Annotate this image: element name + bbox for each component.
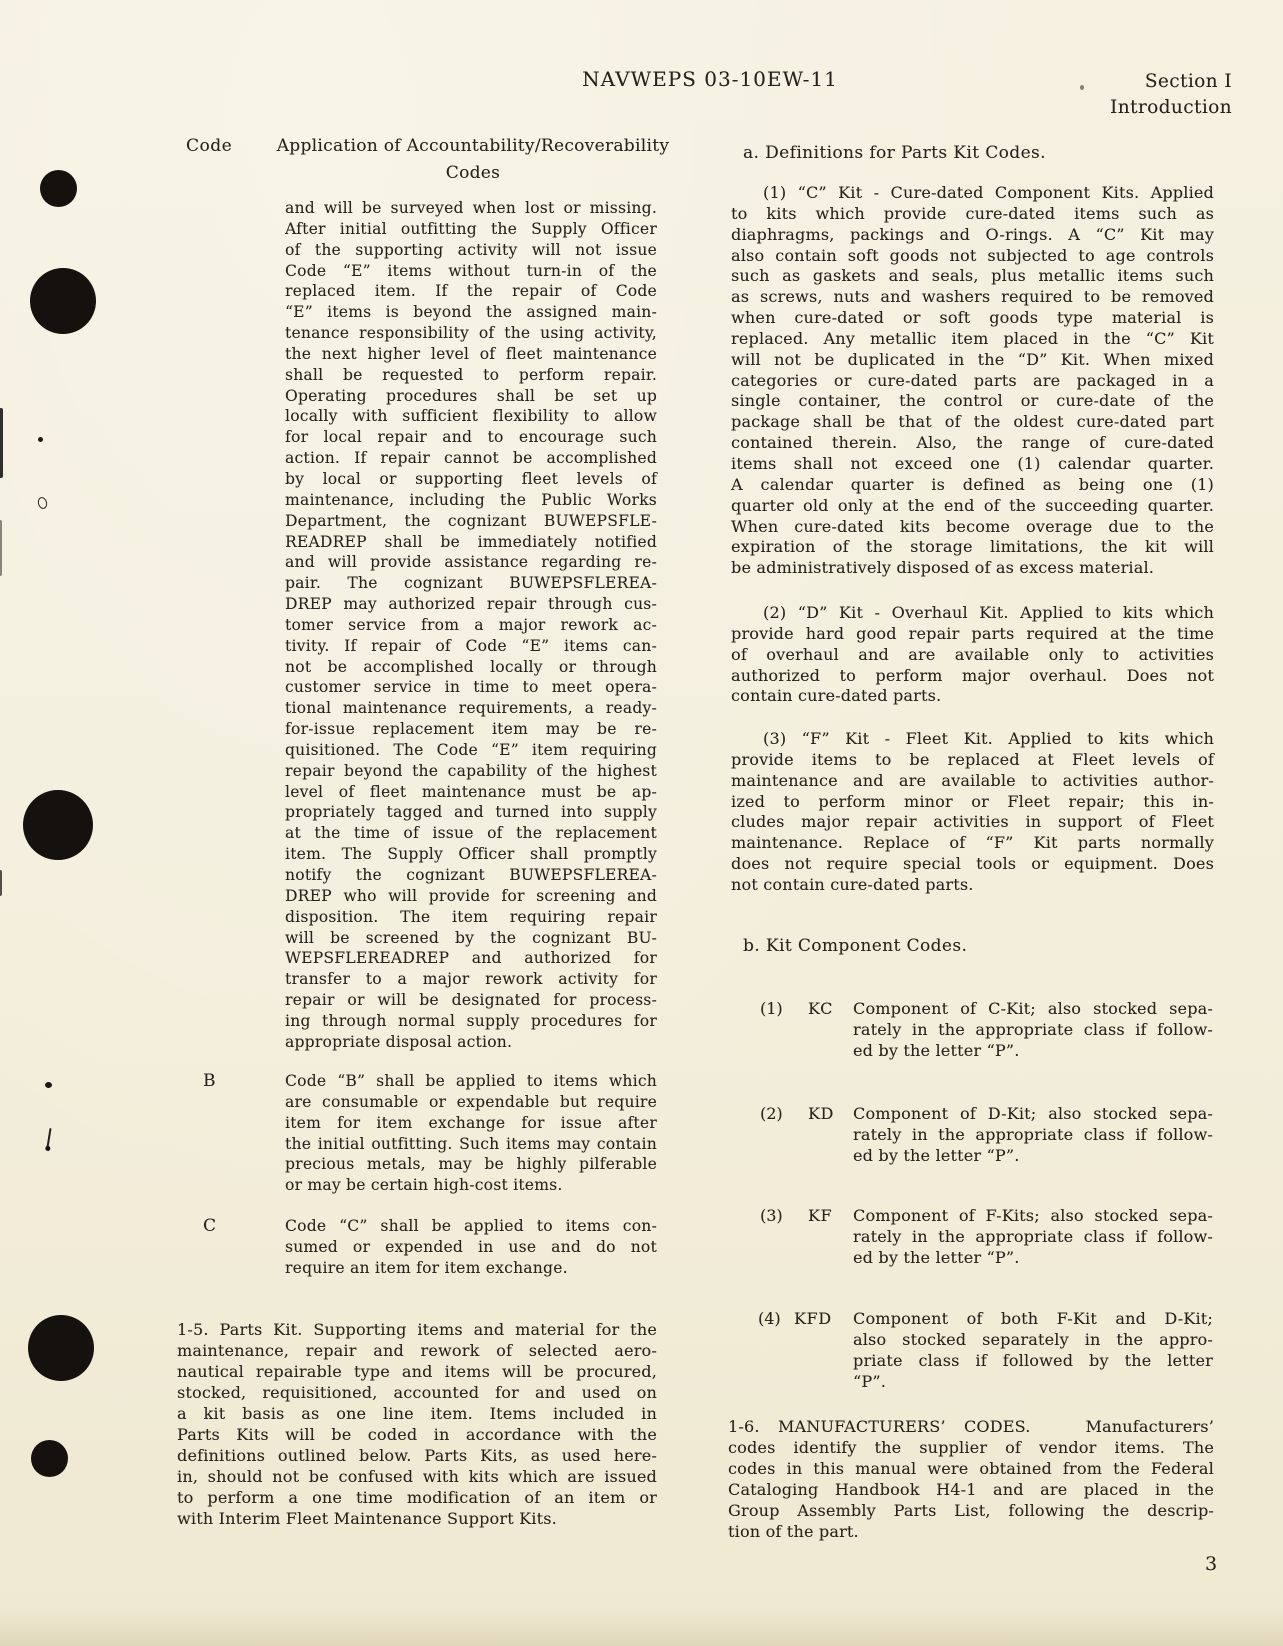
text-line: item. The Supply Officer shall promptly: [285, 845, 657, 864]
section-header: [1020, 69, 1232, 121]
entry-description: [853, 999, 1213, 1062]
text-line: as screws, nuts and washers required to be removed: [731, 287, 1214, 307]
text-line: DREP may authorized repair through cus-: [285, 595, 657, 614]
text-line: tomer service from a major rework ac-: [285, 615, 657, 634]
text-line: does not require special tools or equipment. Does: [731, 854, 1214, 874]
punch-hole-mark-3: [23, 790, 93, 860]
text-line: ized to perform minor or Fleet repair; this in-: [731, 791, 1214, 811]
text-line: are consumable or expendable but require: [285, 1092, 657, 1111]
text-line: maintenance and are available to activities author-: [731, 770, 1214, 790]
text-line: in, should not be confused with kits which are issued: [177, 1467, 657, 1486]
text-line: require an item for item exchange.: [285, 1258, 568, 1277]
text-line: with Interim Fleet Maintenance Support Kits.: [177, 1509, 557, 1528]
entry-description: [853, 1104, 1213, 1167]
text-line: to kits which provide cure-dated items such as: [731, 203, 1214, 223]
definitions-heading-a: a. Definitions for Parts Kit Codes.: [743, 143, 1046, 163]
text-line: 1-5. Parts Kit. Supporting items and material for the: [177, 1320, 657, 1339]
text-line: (3) “F” Kit - Fleet Kit. Applied to kits which: [763, 729, 1214, 748]
text-line: maintenance, including the Public Works: [285, 490, 657, 509]
text-line: ed by the letter “P”.: [853, 1145, 1020, 1165]
entry-code: KC: [808, 999, 833, 1018]
entry-number: (3): [760, 1206, 783, 1225]
text-line: customer service in time to meet opera-: [285, 678, 657, 697]
text-line: quisitioned. The Code “E” item requiring: [285, 740, 657, 759]
document-number: NAVWEPS 03-10EW-11: [582, 67, 838, 91]
text-line: Component of both F-Kit and D-Kit;: [853, 1309, 1213, 1328]
text-line: sumed or expended in use and do not: [285, 1237, 657, 1256]
text-line: items shall not exceed one (1) calendar quarter.: [731, 453, 1214, 473]
punch-hole-mark-1: [40, 170, 77, 207]
text-line: Code “E” items without turn-in of the: [285, 261, 657, 280]
text-line: After initial outfitting the Supply Officer: [285, 219, 657, 238]
text-line: Parts Kits will be coded in accordance with the: [177, 1425, 657, 1444]
text-line: READREP shall be immediately notified: [285, 532, 657, 551]
text-line: Operating procedures shall be set up: [285, 386, 657, 405]
text-line: nautical repairable type and items will be procured,: [177, 1362, 657, 1381]
text-line: provide hard good repair parts required at the time: [731, 623, 1214, 643]
text-line: quarter old only at the end of the succeeding quarter.: [731, 495, 1214, 515]
text-line: (2) “D” Kit - Overhaul Kit. Applied to kits which: [763, 603, 1214, 622]
entry-number: (4): [758, 1309, 781, 1328]
kit-component-codes-heading-b: b. Kit Component Codes.: [743, 936, 968, 956]
text-line: of the supporting activity will not issue: [285, 240, 657, 259]
text-line: and will be surveyed when lost or missing.: [285, 199, 657, 217]
accountability-codes-heading-line1: Application of Accountability/Recoverability: [276, 136, 670, 156]
accountability-codes-heading-line2: Codes: [445, 162, 501, 183]
text-line: contained therein. Also, the range of cure-dated: [731, 433, 1214, 453]
text-line: tional maintenance requirements, a ready-: [285, 699, 657, 718]
entry-description: [853, 1206, 1213, 1269]
text-line: of overhaul and are available only to activities: [731, 644, 1214, 664]
text-line: will not be duplicated in the “D” Kit. When mixed: [731, 349, 1214, 369]
kit-component-entry-kfd: [731, 1309, 1214, 1392]
text-line: pair. The cognizant BUWEPSFLEREA-: [285, 574, 657, 593]
text-line: A calendar quarter is defined as being one (1): [731, 474, 1214, 494]
kit-component-entry-kc: [731, 999, 1214, 1062]
text-line: or may be certain high-cost items.: [285, 1176, 563, 1195]
text-line: for-issue replacement item may be re-: [285, 720, 657, 739]
scan-edge-artifact-1: [0, 408, 3, 478]
text-line: Group Assembly Parts List, following the descrip-: [728, 1501, 1214, 1520]
ink-speck-small-1: [38, 437, 43, 442]
text-line: item for item exchange for issue after: [285, 1113, 657, 1132]
text-line: “P”.: [853, 1371, 887, 1391]
code-b-label: B: [203, 1071, 216, 1091]
text-line: shall be requested to perform repair.: [285, 365, 657, 384]
text-line: maintenance, repair and rework of selected aero-: [177, 1341, 657, 1360]
text-line: priate class if followed by the letter: [853, 1350, 1213, 1370]
text-line: disposition. The item requiring repair: [285, 907, 657, 926]
text-line: and will provide assistance regarding re-: [285, 553, 657, 572]
kit-component-entry-kf: [731, 1206, 1214, 1269]
text-line: Component of F-Kits; also stocked sepa-: [853, 1206, 1213, 1225]
text-line: When cure-dated kits become overage due to the: [731, 516, 1214, 536]
text-line: not be accomplished locally or through: [285, 657, 657, 676]
text-line: tivity. If repair of Code “E” items can-: [285, 636, 657, 655]
small-o-mark: [37, 496, 49, 510]
text-line: ed by the letter “P”.: [853, 1247, 1020, 1267]
code-column-label: Code: [186, 136, 233, 156]
text-line: when cure-dated or soft goods type material is: [731, 308, 1214, 328]
text-line: precious metals, may be highly pilferable: [285, 1155, 657, 1174]
text-line: repair beyond the capability of the highest: [285, 761, 657, 780]
text-line: a kit basis as one line item. Items included in: [177, 1404, 657, 1423]
text-line: such as gaskets and seals, plus metallic items such: [731, 266, 1214, 286]
text-line: single container, the control or cure-date of the: [731, 391, 1214, 411]
c-kit-paragraph: [731, 183, 1214, 579]
text-line: by local or supporting fleet levels of: [285, 469, 657, 488]
d-kit-paragraph: [731, 603, 1214, 707]
ink-speck-small-2: [45, 1082, 52, 1088]
text-line: maintenance. Replace of “F” Kit parts normally: [731, 833, 1214, 853]
code-b-paragraph: [285, 1071, 657, 1196]
entry-number: (2): [760, 1104, 783, 1123]
text-line: tenance responsibility of the using activity,: [285, 324, 657, 343]
entry-code: KFD: [794, 1309, 832, 1328]
kit-component-entry-kd: [731, 1104, 1214, 1167]
text-line: cludes major repair activities in support of Fleet: [731, 812, 1214, 832]
text-line: at the time of issue of the replacement: [285, 824, 657, 843]
entry-description: [853, 1309, 1213, 1392]
section-title: Section I: [1144, 71, 1232, 92]
page-number: 3: [1205, 1553, 1218, 1575]
text-line: Component of D-Kit; also stocked sepa-: [853, 1104, 1213, 1123]
punch-hole-mark-5: [31, 1440, 68, 1477]
text-line: categories or cure-dated parts are packaged in a: [731, 370, 1214, 390]
f-kit-paragraph: [731, 729, 1214, 896]
text-line: locally with sufficient flexibility to allow: [285, 407, 657, 426]
text-line: level of fleet maintenance must be ap-: [285, 782, 657, 801]
manufacturers-codes-paragraph-1-6: [728, 1416, 1214, 1542]
text-line: tion of the part.: [728, 1522, 859, 1541]
scan-edge-artifact-2: [0, 520, 2, 576]
text-line: rately in the appropriate class if follow-: [853, 1124, 1213, 1144]
entry-code: KF: [808, 1206, 833, 1225]
text-line: provide items to be replaced at Fleet levels of: [731, 749, 1214, 769]
text-line: Department, the cognizant BUWEPSFLE-: [285, 511, 657, 530]
code-c-label: C: [203, 1216, 217, 1236]
text-line: action. If repair cannot be accomplished: [285, 449, 657, 468]
text-line: 1-6. MANUFACTURERS’ CODES. Manufacturers’: [728, 1417, 1214, 1436]
code-c-paragraph: [285, 1216, 657, 1279]
text-line: Code “C” shall be applied to items con-: [285, 1217, 657, 1235]
text-line: will be screened by the cognizant BU-: [285, 928, 657, 947]
ink-speck: [1080, 85, 1084, 90]
text-line: (1) “C” Kit - Cure-dated Component Kits. Applied: [763, 183, 1214, 202]
entry-number: (1): [760, 999, 783, 1018]
text-line: definitions outlined below. Parts Kits, as used here-: [177, 1446, 657, 1465]
text-line: DREP who will provide for screening and: [285, 886, 657, 905]
text-line: stocked, requisitioned, accounted for and used on: [177, 1383, 657, 1402]
text-line: rately in the appropriate class if follow-: [853, 1019, 1213, 1039]
text-line: ing through normal supply procedures for: [285, 1011, 657, 1030]
text-line: Code “B” shall be applied to items which: [285, 1072, 657, 1090]
text-line: Component of C-Kit; also stocked sepa-: [853, 999, 1213, 1018]
scan-edge-artifact-3: [0, 870, 2, 896]
text-line: contain cure-dated parts.: [731, 686, 942, 706]
text-line: the next higher level of fleet maintenance: [285, 344, 657, 363]
accountability-codes-heading: [268, 133, 678, 186]
text-line: to perform a one time modification of an item or: [177, 1488, 657, 1507]
text-line: the initial outfitting. Such items may contain: [285, 1134, 657, 1153]
text-line: expiration of the storage limitations, the kit will: [731, 537, 1214, 557]
text-line: not contain cure-dated parts.: [731, 874, 974, 894]
text-line: notify the cognizant BUWEPSFLEREA-: [285, 866, 657, 884]
text-line: rately in the appropriate class if follow-: [853, 1226, 1213, 1246]
text-line: Cataloging Handbook H4-1 and are placed in the: [728, 1480, 1214, 1499]
text-line: also contain soft goods not subjected to age controls: [731, 245, 1214, 265]
text-line: ed by the letter “P”.: [853, 1040, 1020, 1060]
text-line: WEPSFLEREADREP and authorized for: [285, 949, 657, 968]
punch-hole-mark-4: [28, 1315, 94, 1381]
text-line: authorized to perform major overhaul. Does not: [731, 665, 1214, 685]
pen-tick-mark: [46, 1128, 51, 1148]
text-line: replaced. Any metallic item placed in the “C” Kit: [731, 328, 1214, 348]
text-line: package shall be that of the oldest cure-dated part: [731, 412, 1214, 432]
section-subtitle: Introduction: [1110, 97, 1232, 118]
parts-kit-paragraph-1-5: [177, 1319, 657, 1529]
text-line: also stocked separately in the appro-: [853, 1329, 1213, 1349]
text-line: “E” items is beyond the assigned main-: [285, 303, 657, 322]
text-line: appropriate disposal action.: [285, 1032, 513, 1051]
code-e-paragraph: [285, 198, 657, 1053]
text-line: replaced item. If the repair of Code: [285, 282, 657, 301]
text-line: propriately tagged and turned into supply: [285, 803, 657, 822]
text-line: codes in this manual were obtained from the Federal: [728, 1459, 1214, 1478]
text-line: codes identify the supplier of vendor items. The: [728, 1438, 1214, 1457]
text-line: be administratively disposed of as excess material.: [731, 558, 1155, 578]
punch-hole-mark-2: [30, 268, 96, 334]
text-line: repair or will be designated for process-: [285, 991, 657, 1010]
text-line: diaphragms, packings and O-rings. A “C” Kit may: [731, 224, 1214, 244]
text-line: for local repair and to encourage such: [285, 428, 657, 447]
entry-code: KD: [808, 1104, 834, 1123]
text-line: transfer to a major rework activity for: [285, 970, 657, 989]
